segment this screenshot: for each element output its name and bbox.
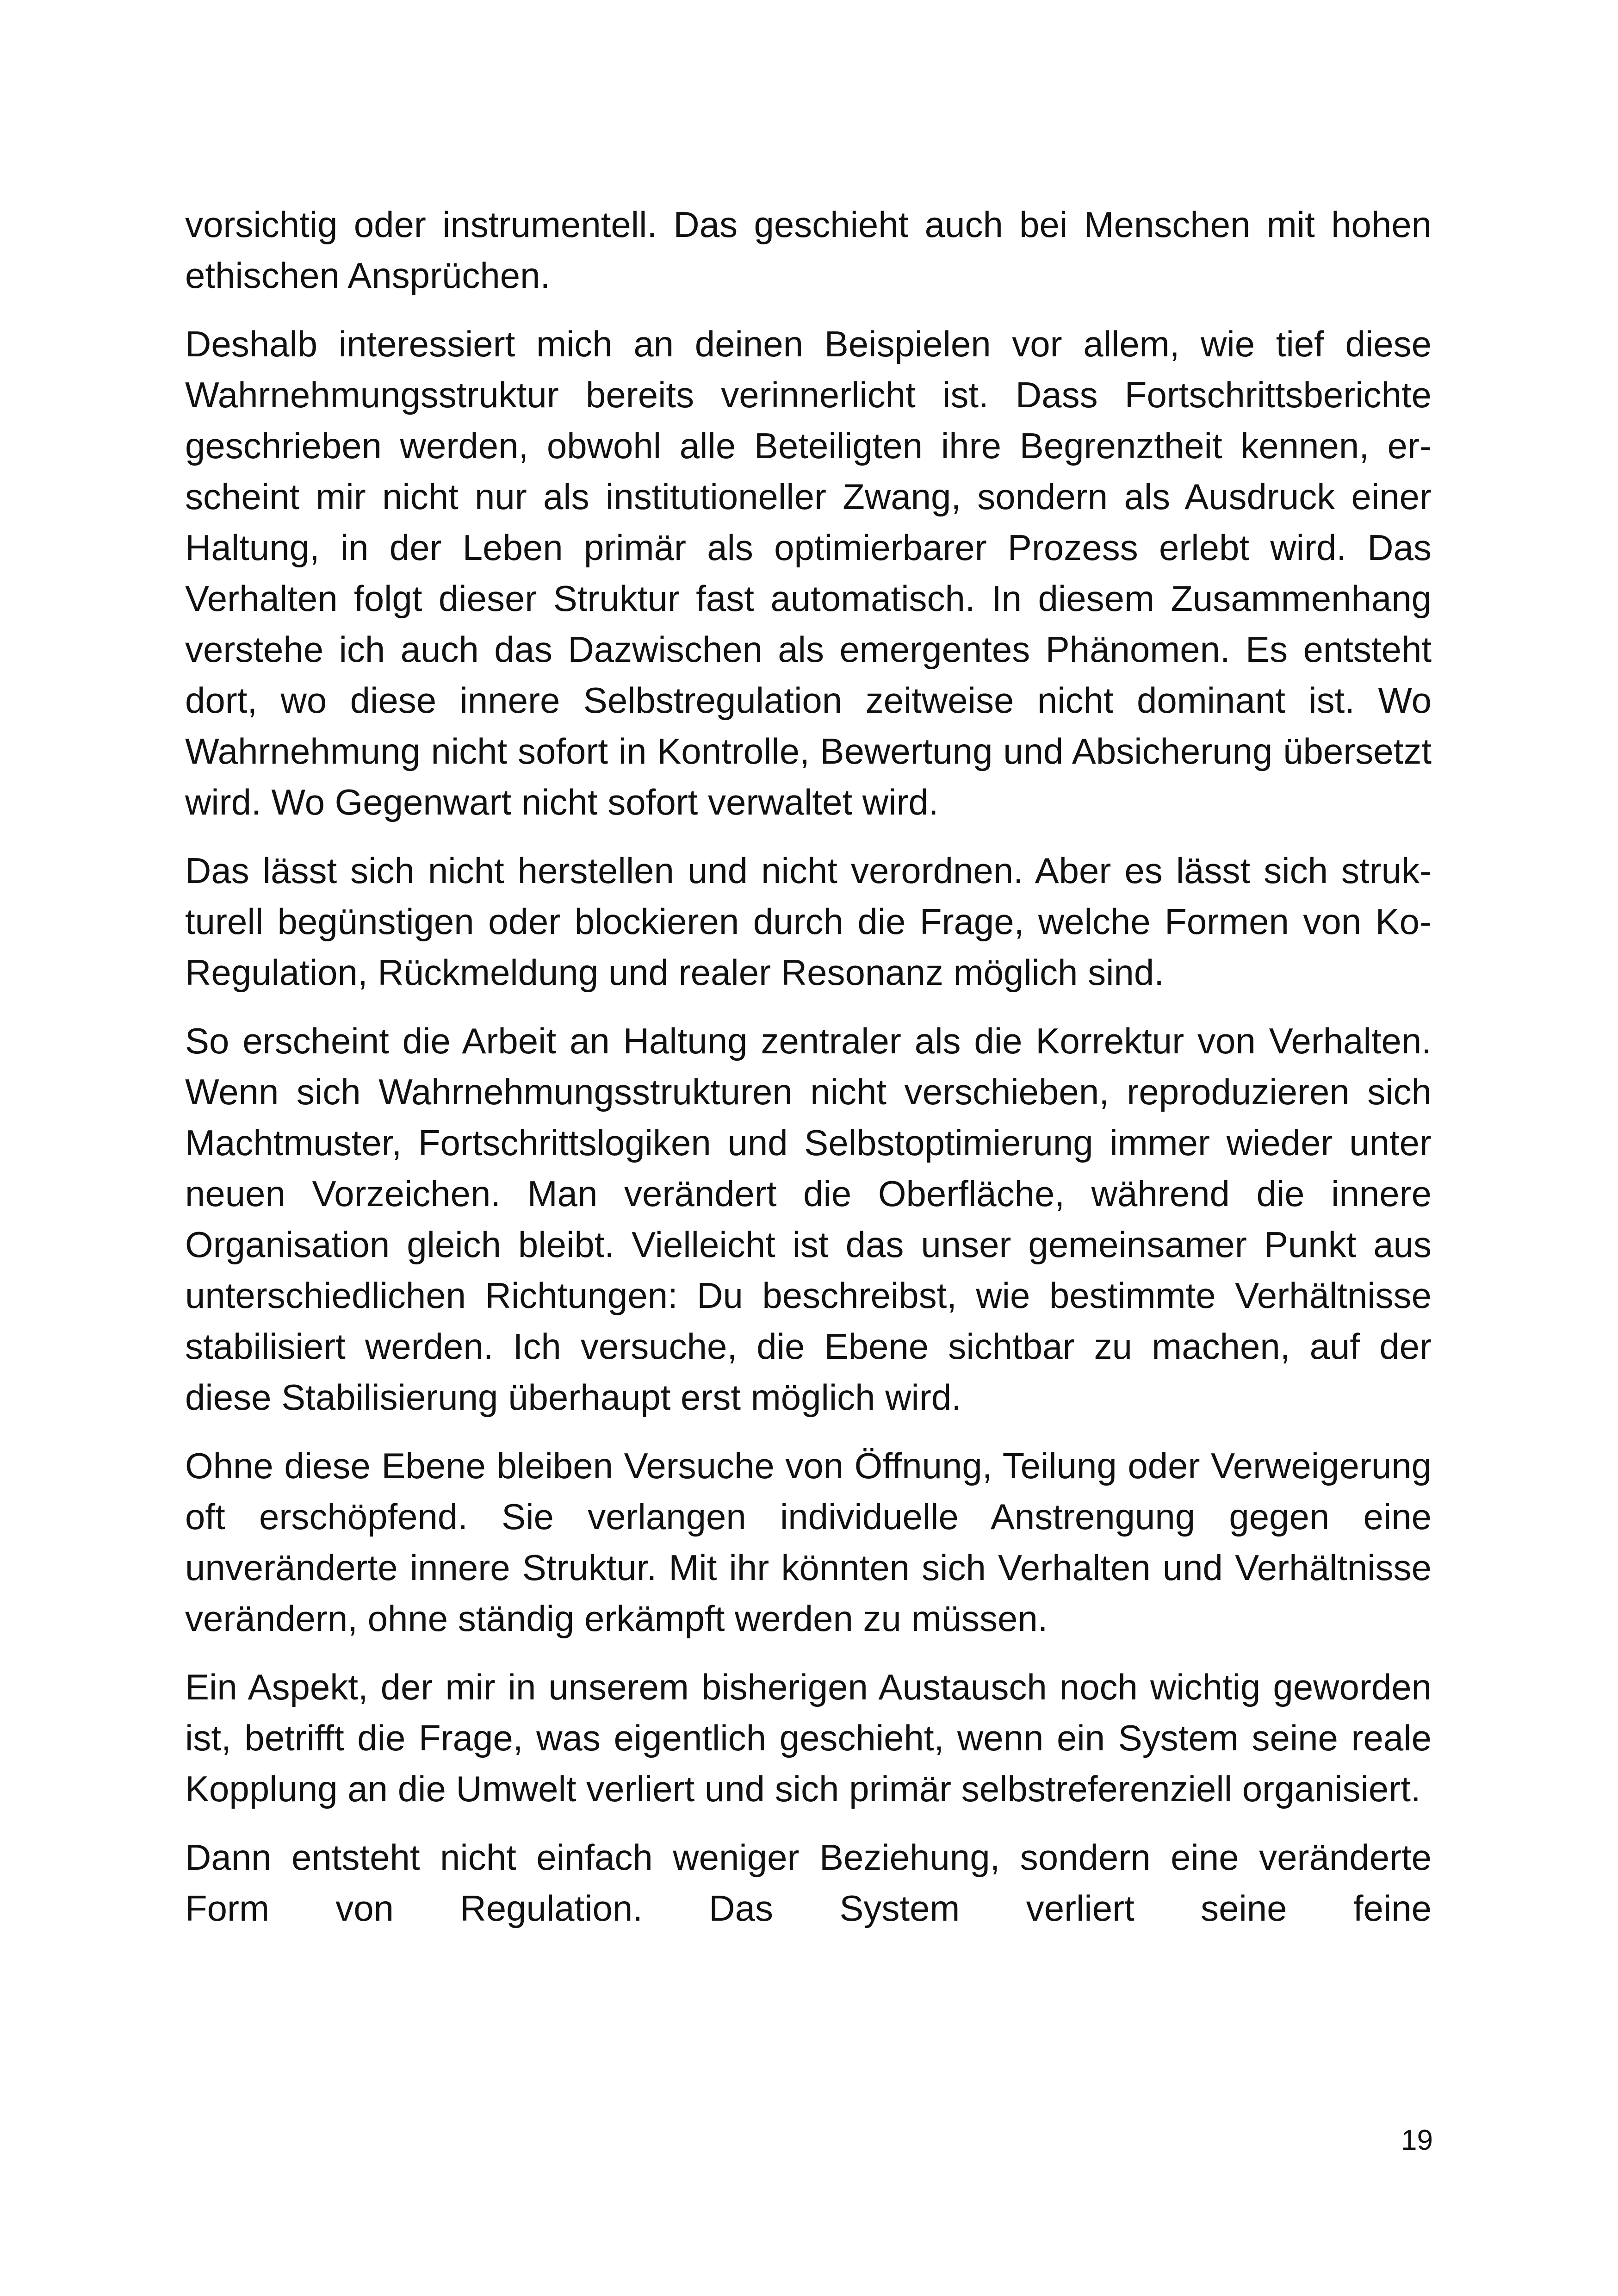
paragraph: Das lässt sich nicht herstellen und nicht verordnen. Aber es lässt sich strukturell begünstigen oder blockieren durch die Frage, welche Formen von Ko-Regulation, Rückmeldung und realer Resonanz möglich sind.: [185, 850, 1432, 993]
body-text: [185, 199, 1432, 1934]
paragraph: Dann entsteht nicht einfach weniger Beziehung, sondern eine veränderte Form von Regulation. Das System verliert seine feine: [185, 1837, 1432, 1929]
paragraph: vorsichtig oder instrumentell. Das geschieht auch bei Menschen mit hohen ethischen Ansprüchen.: [185, 204, 1432, 296]
page-number: 19: [1401, 2124, 1433, 2156]
paragraph: Ein Aspekt, der mir in unserem bisherigen Austausch noch wichtig geworden ist, betrifft die Frage, was eigentlich geschieht, wenn ein System seine reale Kopplung an die Umwelt verliert und sich primär selbstreferenziell organisiert.: [185, 1667, 1432, 1809]
paragraph: So erscheint die Arbeit an Haltung zentraler als die Korrektur von Verhalten. Wenn sich Wahrnehmungsstrukturen nicht verschieben, reproduzieren sich Machtmuster, Fortschrittslogiken und Selbstoptimierung immer wieder unter neuen Vorzeichen. Man verändert die Oberfläche, während die innere Organisation gleich bleibt. Vielleicht ist das unser gemeinsamer Punkt aus unterschiedlichen Richtungen: Du beschreibst, wie bestimmte Verhältnisse stabilisiert werden. Ich versuche, die Ebene sichtbar zu machen, auf der diese Stabilisierung überhaupt erst möglich wird.: [185, 1020, 1432, 1418]
paragraph: Ohne diese Ebene bleiben Versuche von Öffnung, Teilung oder Verweigerung oft erschöpfend. Sie verlangen individuelle Anstrengung gegen eine unveränderte innere Struktur. Mit ihr könnten sich Verhalten und Verhältnisse verändern, ohne ständig erkämpft werden zu müssen.: [185, 1445, 1432, 1639]
paragraph: Deshalb interessiert mich an deinen Beispielen vor allem, wie tief diese Wahrnehmungsstruktur bereits verinnerlicht ist. Dass Fortschrittsberichte geschrieben werden, obwohl alle Beteiligten ihre Begrenztheit kennen, erscheint mir nicht nur als institutioneller Zwang, sondern als Ausdruck einer Haltung, in der Leben primär als optimierbarer Prozess erlebt wird. Das Verhalten folgt dieser Struktur fast automatisch. In diesem Zusammenhang verstehe ich auch das Dazwischen als emergentes Phänomen. Es entsteht dort, wo diese innere Selbstregulation zeitweise nicht dominant ist. Wo Wahrnehmung nicht sofort in Kontrolle, Bewertung und Absicherung übersetzt wird. Wo Gegenwart nicht sofort verwaltet wird.: [185, 324, 1432, 822]
